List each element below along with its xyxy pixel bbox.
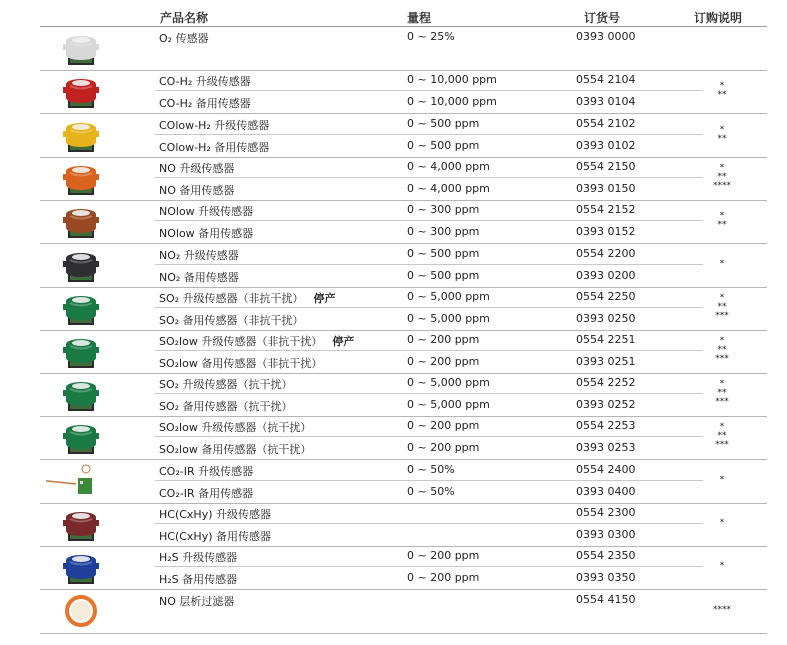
product-name: CO₂-IR 升级传感器 [159, 465, 254, 478]
order-number: 0393 0250 [576, 311, 636, 325]
product-name-cell [159, 290, 336, 306]
order-number: 0393 0300 [576, 527, 636, 541]
order-number: 0554 2250 [576, 290, 636, 303]
measuring-range: 0 ~ 5,000 ppm [407, 311, 490, 325]
measuring-range: 0 ~ 300 ppm [407, 203, 480, 216]
product-name: HC(CxHy) 备用传感器 [159, 529, 272, 543]
no-sensor-icon [62, 161, 100, 197]
so2-sensor-icon [62, 291, 100, 327]
hc-sensor-icon [62, 507, 100, 543]
colow-h2-sensor-icon [62, 118, 100, 154]
order-number: 0393 0104 [576, 94, 636, 108]
order-note: * ** *** [715, 293, 729, 321]
product-name: COlow-H₂ 升级传感器 [159, 119, 270, 132]
so2-anti-sensor-icon [62, 377, 100, 413]
product-name: SO₂ 备用传感器（抗干扰） [159, 399, 293, 413]
sensor-group [0, 200, 787, 243]
table-row [155, 438, 703, 459]
order-number: 0554 2102 [576, 117, 636, 130]
order-note: * ** *** [715, 379, 729, 407]
order-note: **** [713, 605, 731, 615]
table-row [155, 482, 703, 503]
group-divider [40, 633, 767, 634]
table-row [155, 568, 703, 589]
order-number: 0554 2350 [576, 549, 636, 562]
product-name: H₂S 升级传感器 [159, 551, 238, 564]
order-note: * [719, 475, 725, 485]
order-note: * ** *** [715, 336, 729, 364]
measuring-range: 0 ~ 500 ppm [407, 138, 480, 152]
measuring-range: 0 ~ 10,000 ppm [407, 94, 497, 108]
o2-sensor-icon [62, 31, 100, 67]
product-name: SO₂ 升级传感器（非抗干扰） [159, 292, 304, 305]
table-row [155, 179, 703, 200]
table-row [155, 244, 703, 265]
order-number: 0554 2150 [576, 160, 636, 173]
co-h2-sensor-icon [62, 74, 100, 110]
measuring-range: 0 ~ 200 ppm [407, 440, 480, 454]
product-name: SO₂low 升级传感器（非抗干扰） [159, 335, 323, 348]
table-row [155, 503, 703, 524]
product-name: NO 升级传感器 [159, 162, 235, 175]
measuring-range: 0 ~ 200 ppm [407, 419, 480, 432]
measuring-range: 0 ~ 500 ppm [407, 268, 480, 282]
order-number: 0393 0102 [576, 138, 636, 152]
header-order-note: 订购说明 [694, 11, 743, 25]
order-note: * ** [717, 124, 727, 144]
table-row [155, 222, 703, 243]
sensor-group [0, 157, 787, 200]
sensor-group [0, 460, 787, 503]
header-order-number: 订货号 [584, 11, 621, 25]
header-product-name: 产品名称 [160, 11, 209, 25]
table-row [155, 157, 703, 178]
sensor-group [0, 27, 787, 70]
table-row [155, 525, 703, 546]
h2s-sensor-icon [62, 550, 100, 586]
sensor-group [0, 287, 787, 330]
order-note: * ** **** [713, 163, 731, 191]
sensor-group [0, 590, 787, 633]
order-number: 0393 0252 [576, 397, 636, 411]
table-row [155, 92, 703, 113]
order-number: 0554 2253 [576, 419, 636, 432]
measuring-range: 0 ~ 5,000 ppm [407, 397, 490, 411]
measuring-range: 0 ~ 300 ppm [407, 224, 480, 238]
table-row [155, 200, 703, 221]
measuring-range: 0 ~ 5,000 ppm [407, 376, 490, 389]
product-name: O₂ 传感器 [159, 32, 209, 45]
product-name: NOlow 升级传感器 [159, 205, 254, 218]
product-name: CO-H₂ 备用传感器 [159, 96, 251, 110]
measuring-range: 0 ~ 50% [407, 463, 455, 476]
product-name: HC(CxHy) 升级传感器 [159, 508, 272, 521]
product-name: SO₂low 备用传感器（非抗干扰） [159, 356, 323, 370]
table-row [155, 590, 703, 611]
sensor-group [0, 546, 787, 589]
order-number: 0393 0152 [576, 224, 636, 238]
header-range: 量程 [407, 11, 432, 25]
table-row [155, 416, 703, 437]
order-number: 0554 2400 [576, 463, 636, 476]
order-note: * ** [717, 80, 727, 100]
table-row [155, 266, 703, 287]
measuring-range: 0 ~ 4,000 ppm [407, 181, 490, 195]
sensor-group [0, 503, 787, 546]
product-name: CO-H₂ 升级传感器 [159, 75, 251, 88]
order-number: 0554 2152 [576, 203, 636, 216]
product-name: SO₂ 备用传感器（非抗干扰） [159, 313, 304, 327]
measuring-range: 0 ~ 200 ppm [407, 354, 480, 368]
measuring-range: 0 ~ 5,000 ppm [407, 290, 490, 303]
order-number: 0393 0350 [576, 570, 636, 584]
order-number: 0393 0253 [576, 440, 636, 454]
order-note: * ** *** [715, 422, 729, 450]
co2-ir-sensor-icon [46, 464, 84, 498]
sensor-group [0, 244, 787, 287]
product-name: NO₂ 升级传感器 [159, 249, 239, 262]
order-number: 0554 2300 [576, 506, 636, 519]
order-number: 0393 0251 [576, 354, 636, 368]
product-name: SO₂low 升级传感器（抗干扰） [159, 421, 312, 434]
order-number: 0393 0150 [576, 181, 636, 195]
table-row [155, 330, 703, 351]
order-note: * [719, 518, 725, 528]
product-name: NOlow 备用传感器 [159, 226, 254, 240]
no-filter-icon [62, 594, 100, 628]
discontinued-label: 停产 [332, 335, 355, 348]
discontinued-label: 停产 [313, 292, 336, 305]
order-number: 0393 0400 [576, 484, 636, 498]
order-note: * [719, 561, 725, 571]
order-note: * ** [717, 210, 727, 230]
order-number: 0554 2252 [576, 376, 636, 389]
table-row [155, 287, 703, 308]
order-number: 0393 0200 [576, 268, 636, 282]
table-row [155, 373, 703, 394]
table-row [155, 352, 703, 373]
table-row [155, 70, 703, 91]
measuring-range: 0 ~ 10,000 ppm [407, 73, 497, 86]
sensor-group [0, 416, 787, 459]
product-name: NO₂ 备用传感器 [159, 270, 239, 284]
product-name: CO₂-IR 备用传感器 [159, 486, 254, 500]
table-row [155, 136, 703, 157]
product-name: SO₂low 备用传感器（抗干扰） [159, 442, 312, 456]
table-row [155, 546, 703, 567]
sensor-group [0, 70, 787, 113]
measuring-range: 0 ~ 200 ppm [407, 570, 480, 584]
sensor-group [0, 373, 787, 416]
order-number: 0554 2104 [576, 73, 636, 86]
table-row [155, 460, 703, 481]
measuring-range: 0 ~ 50% [407, 484, 455, 498]
sensor-group [0, 114, 787, 157]
order-number: 0554 4150 [576, 593, 636, 606]
measuring-range: 0 ~ 200 ppm [407, 549, 480, 562]
measuring-range: 0 ~ 500 ppm [407, 247, 480, 260]
measuring-range: 0 ~ 200 ppm [407, 333, 480, 346]
product-name: H₂S 备用传感器 [159, 572, 238, 586]
so2low-sensor-icon [62, 334, 100, 370]
product-name: SO₂ 升级传感器（抗干扰） [159, 378, 293, 391]
table-row [155, 395, 703, 416]
measuring-range: 0 ~ 25% [407, 30, 455, 43]
table-row [155, 27, 703, 48]
measuring-range: 0 ~ 4,000 ppm [407, 160, 490, 173]
sensor-group [0, 330, 787, 373]
product-name: NO 层析过滤器 [159, 595, 235, 608]
order-number: 0393 0000 [576, 30, 636, 43]
table-row [155, 309, 703, 330]
order-number: 0554 2251 [576, 333, 636, 346]
measuring-range: 0 ~ 500 ppm [407, 117, 480, 130]
table-row [155, 114, 703, 135]
product-name: COlow-H₂ 备用传感器 [159, 140, 270, 154]
so2low-anti-sensor-icon [62, 420, 100, 456]
order-note: * [719, 259, 725, 269]
product-name: NO 备用传感器 [159, 183, 235, 197]
product-name-cell [159, 333, 354, 349]
nolow-sensor-icon [62, 204, 100, 240]
order-number: 0554 2200 [576, 247, 636, 260]
no2-sensor-icon [62, 248, 100, 284]
table-header [0, 0, 787, 26]
